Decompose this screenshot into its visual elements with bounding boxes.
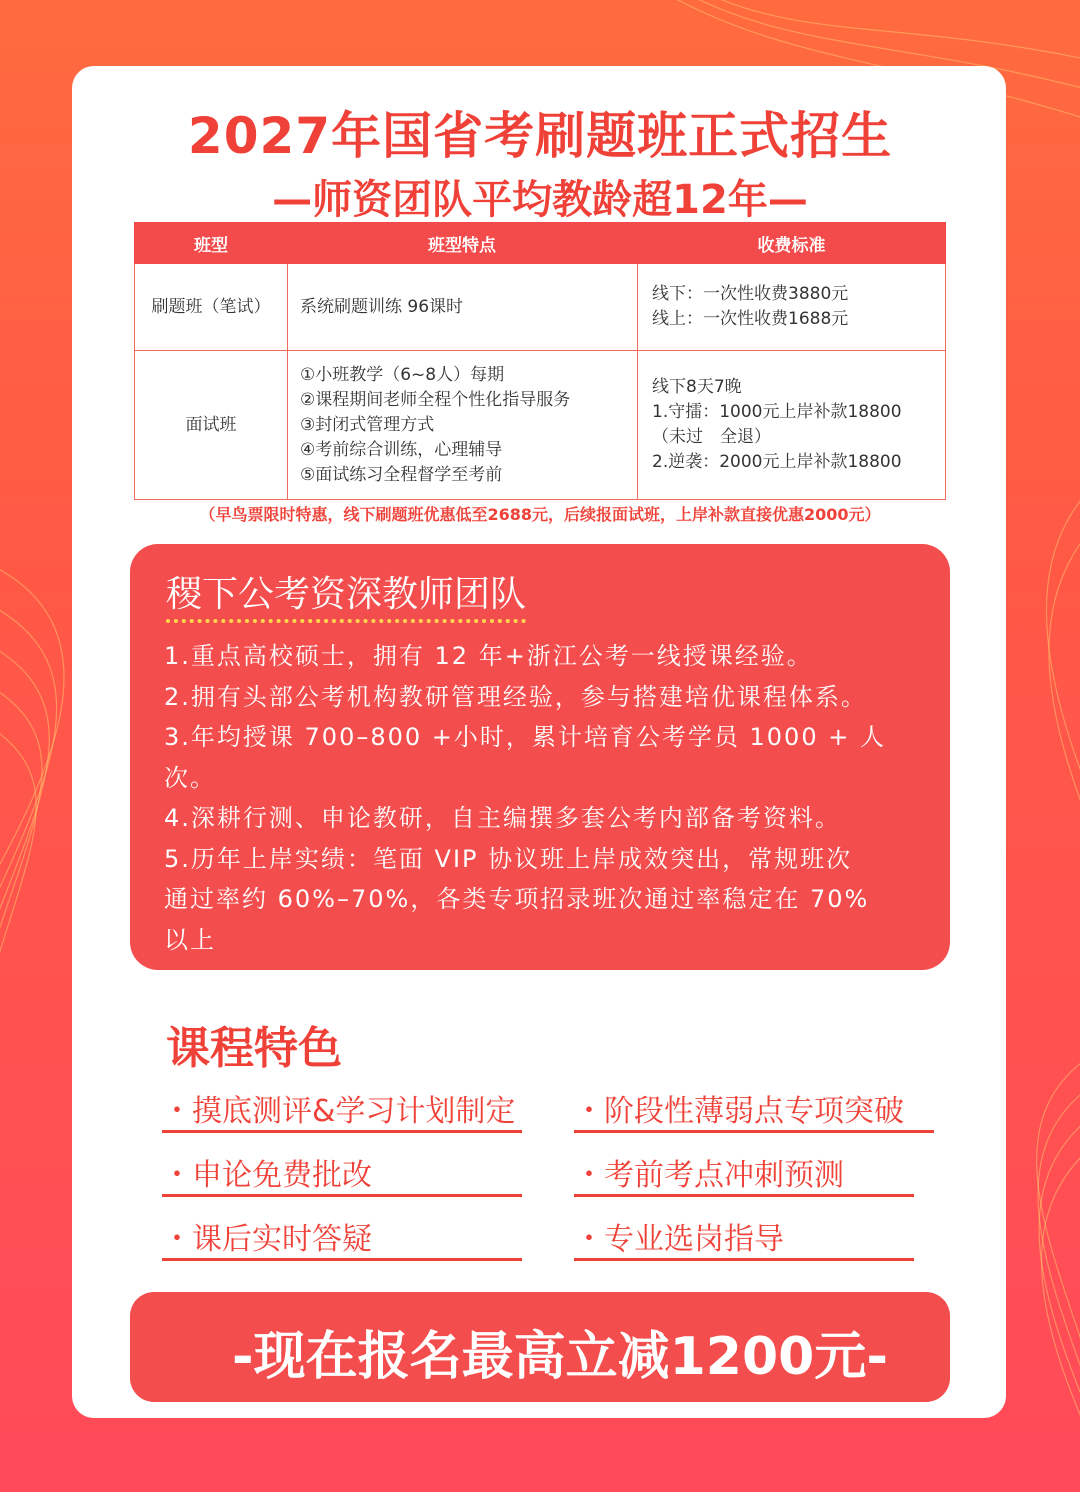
page-title: 2027年国省考刷题班正式招生: [187, 107, 893, 165]
fee-line: 2.逆袭：2000元上岸补款18800: [652, 452, 902, 472]
feature-item: ・摸底测评&学习计划制定: [162, 1086, 522, 1133]
feature-item: ・专业选岗指导: [574, 1214, 914, 1261]
class-features-cell: [288, 264, 638, 351]
fee-line: 1.守擂：1000元上岸补款18800: [652, 402, 902, 422]
team-item: 4.深耕行测、申论教研，自主编撰多套公考内部备考资料。: [164, 804, 841, 832]
table-header-features: 班型特点: [288, 223, 638, 264]
features-title: 课程特色: [166, 1023, 342, 1074]
feature-item: ・申论免费批改: [162, 1150, 522, 1197]
signup-banner[interactable]: [130, 1292, 950, 1402]
table-header-fees: 收费标准: [638, 223, 946, 264]
table-row: [135, 351, 946, 500]
teacher-team-panel: [130, 544, 950, 970]
feature-line: ⑤面试练习全程督学至考前: [300, 464, 503, 485]
feature-line: 系统刷题训练 96课时: [300, 296, 464, 317]
class-features-cell: [288, 351, 638, 500]
signup-banner-text: -现在报名最高立减1200元-: [232, 1327, 888, 1387]
team-item: 2.拥有头部公考机构教研管理经验，参与搭建培优课程体系。: [164, 682, 867, 711]
class-fees-cell: [638, 351, 946, 500]
class-fees-cell: [638, 264, 946, 351]
feature-line: ③封闭式管理方式: [300, 414, 435, 435]
class-type-cell: 面试班: [135, 351, 288, 500]
team-item: 通过率约 60%–70%，各类专项招录班次通过率稳定在 70%: [164, 885, 870, 913]
early-bird-note: （早鸟票限时特惠，线下刷题班优惠低至2688元，后续报面试班，上岸补款直接优惠2000元）: [199, 505, 881, 524]
fee-line: （未过 全退）: [652, 427, 771, 447]
feature-item: ・课后实时答疑: [162, 1214, 522, 1261]
team-title: 稷下公考资深教师团队: [166, 566, 526, 623]
team-item: 以上: [164, 925, 216, 954]
class-type-cell: 刷题班（笔试）: [135, 264, 288, 351]
fee-line: 线下：一次性收费3880元: [652, 284, 849, 304]
feature-line: ②课程期间老师全程个性化指导服务: [300, 389, 571, 410]
page-subtitle: —师资团队平均教龄超12年—: [272, 177, 808, 223]
team-item: 3.年均授课 700–800 +小时，累计培育公考学员 1000 + 人: [164, 723, 886, 751]
table-header-row: [135, 223, 946, 264]
team-item: 5.历年上岸实绩：笔面 VIP 协议班上岸成效突出，常规班次: [164, 844, 853, 873]
pricing-table: [134, 222, 946, 500]
feature-item: ・考前考点冲刺预测: [574, 1150, 914, 1197]
team-list: [164, 636, 914, 960]
fee-line: 线上：一次性收费1688元: [652, 309, 849, 329]
feature-line: ④考前综合训练，心理辅导: [300, 439, 503, 460]
table-row: [135, 264, 946, 351]
feature-item: ・阶段性薄弱点专项突破: [574, 1086, 934, 1133]
fee-line: 线下8天7晚: [652, 377, 742, 397]
team-item: 1.重点高校硕士，拥有 12 年+浙江公考一线授课经验。: [164, 642, 813, 670]
feature-line: ①小班教学（6~8人）每期: [300, 364, 505, 385]
team-item: 次。: [164, 763, 216, 792]
table-header-type: 班型: [135, 223, 288, 264]
